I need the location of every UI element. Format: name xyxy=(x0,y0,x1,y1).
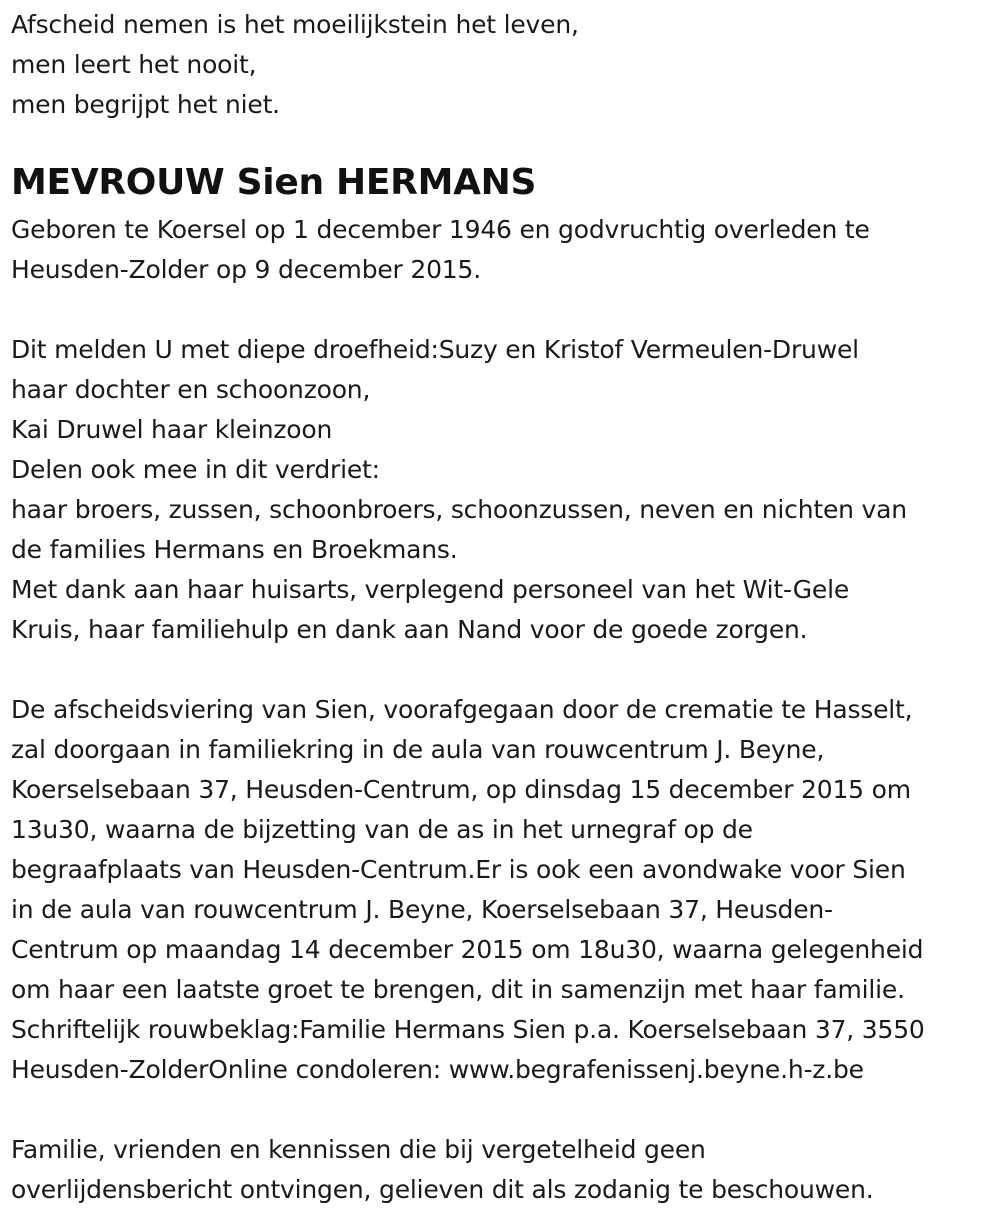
text-line: Koerselsebaan 37, Heusden-Centrum, op dinsdag 15 december 2015 om xyxy=(11,775,911,804)
poem-line: men begrijpt het niet. xyxy=(11,90,280,119)
deceased-name: MEVROUW Sien HERMANS xyxy=(11,162,537,203)
poem-line: Afscheid nemen is het moeilijkstein het leven, xyxy=(11,10,579,39)
ceremony-paragraph xyxy=(11,690,991,1090)
poem-line: men leert het nooit, xyxy=(11,50,257,79)
text-line: om haar een laatste groet te brengen, dit in samenzijn met haar familie. xyxy=(11,975,905,1004)
birth-death-paragraph xyxy=(11,210,991,290)
text-line: Met dank aan haar huisarts, verplegend personeel van het Wit-Gele xyxy=(11,575,850,604)
text-line: De afscheidsviering van Sien, voorafgegaan door de crematie te Hasselt, xyxy=(11,695,913,724)
text-line: Geboren te Koersel op 1 december 1946 en godvruchtig overleden te xyxy=(11,215,870,244)
text-line: Centrum op maandag 14 december 2015 om 18u30, waarna gelegenheid xyxy=(11,935,924,964)
text-line: haar broers, zussen, schoonbroers, schoonzussen, neven en nichten van xyxy=(11,495,907,524)
text-line: overlijdensbericht ontvingen, gelieven dit als zodanig te beschouwen. xyxy=(11,1175,874,1204)
text-line: Kruis, haar familiehulp en dank aan Nand voor de goede zorgen. xyxy=(11,615,808,644)
text-line: Dit melden U met diepe droefheid:Suzy en Kristof Vermeulen-Druwel xyxy=(11,335,859,364)
text-line: de families Hermans en Broekmans. xyxy=(11,535,458,564)
text-line: in de aula van rouwcentrum J. Beyne, Koerselsebaan 37, Heusden- xyxy=(11,895,833,924)
paragraph-gap xyxy=(11,1090,991,1130)
paragraph-gap xyxy=(11,650,991,690)
text-line: Heusden-ZolderOnline condoleren: www.begrafenissenj.beyne.h-z.be xyxy=(11,1055,864,1084)
text-line: 13u30, waarna de bijzetting van de as in het urnegraf op de xyxy=(11,815,753,844)
text-line: Delen ook mee in dit verdriet: xyxy=(11,455,380,484)
poem xyxy=(11,0,991,125)
text-line: zal doorgaan in familiekring in de aula van rouwcentrum J. Beyne, xyxy=(11,735,825,764)
text-line: begraafplaats van Heusden-Centrum.Er is ook een avondwake voor Sien xyxy=(11,855,906,884)
text-line: haar dochter en schoonzoon, xyxy=(11,375,371,404)
text-line: Kai Druwel haar kleinzoon xyxy=(11,415,333,444)
family-paragraph xyxy=(11,330,991,650)
closing-paragraph xyxy=(11,1130,991,1210)
death-notice xyxy=(11,0,991,1210)
paragraph-gap xyxy=(11,290,991,330)
text-line: Schriftelijk rouwbeklag:Familie Hermans Sien p.a. Koerselsebaan 37, 3550 xyxy=(11,1015,925,1044)
text-line: Heusden-Zolder op 9 december 2015. xyxy=(11,255,481,284)
text-line: Familie, vrienden en kennissen die bij vergetelheid geen xyxy=(11,1135,706,1164)
